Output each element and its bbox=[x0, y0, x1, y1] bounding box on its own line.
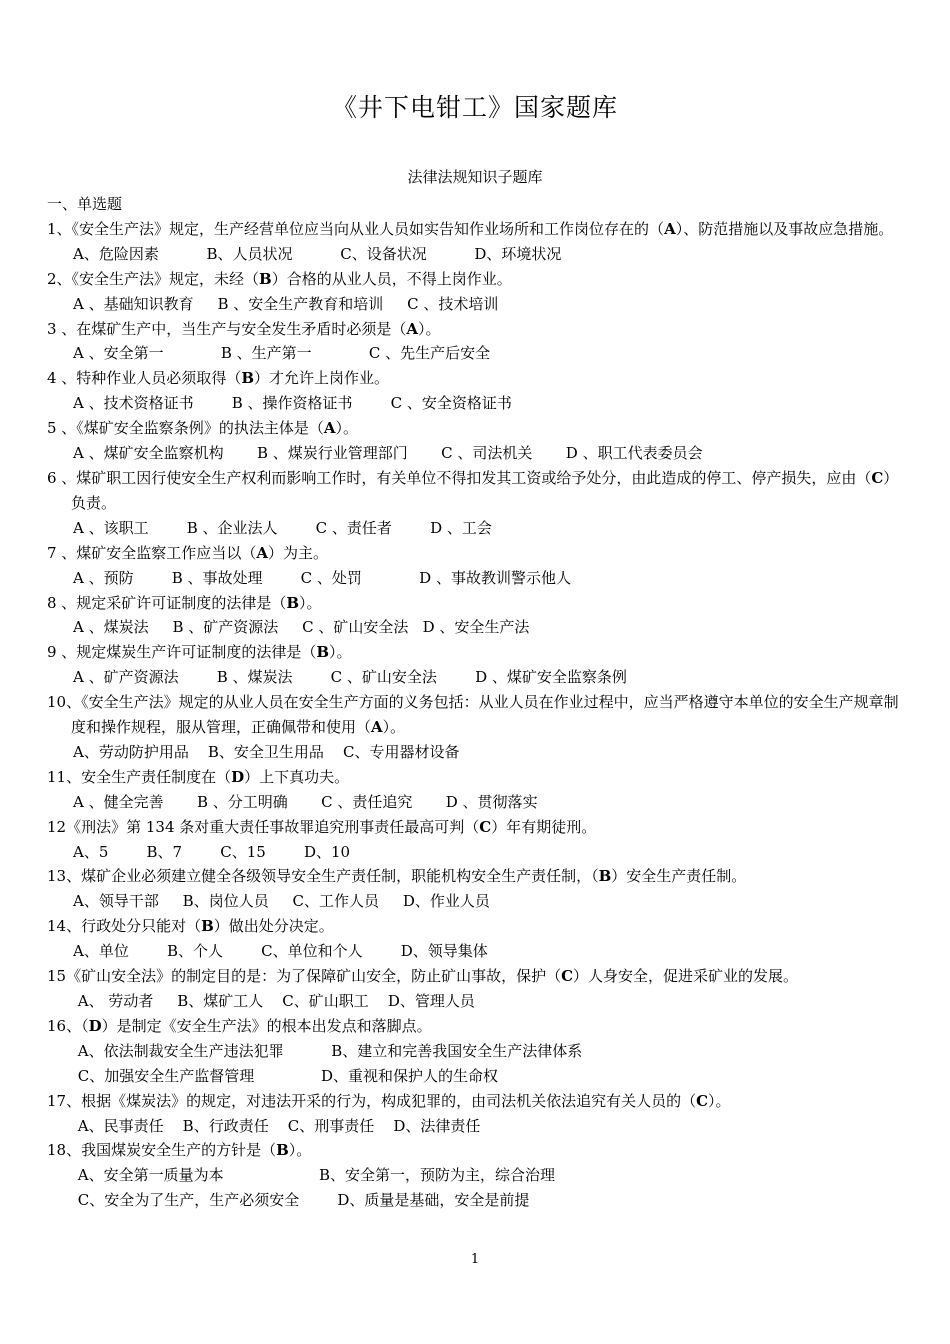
question-stem bbox=[47, 1089, 912, 1114]
answer-letter: D bbox=[231, 767, 245, 786]
question-text: 2、《安全生产法》规定，未经（ bbox=[47, 269, 260, 288]
question-stem bbox=[47, 1014, 912, 1039]
question-text: 14、行政处分只能对（ bbox=[47, 917, 202, 936]
question-item bbox=[47, 267, 912, 317]
question-text-end: ）。 bbox=[288, 1141, 312, 1160]
answer-options: A 、安全第一 B 、生产第一 C 、先生产后安全 bbox=[73, 344, 491, 363]
question-item bbox=[47, 541, 912, 591]
question-item bbox=[47, 366, 912, 416]
document-title: 《井下电钳工》国家题库 bbox=[331, 93, 618, 122]
answer-letter: A bbox=[323, 419, 336, 438]
question-item bbox=[47, 416, 912, 466]
answer-options: C、安全为了生产，生产必须安全 D、质量是基础，安全是前提 bbox=[73, 1191, 530, 1210]
question-stem bbox=[47, 217, 912, 242]
answer-options: A 、该职工 B 、企业法人 C 、责任者 D 、工会 bbox=[73, 518, 492, 537]
question-text: 12《刑法》第 134 条对重大责任事故罪追究刑事责任最高可判（ bbox=[47, 817, 480, 836]
answer-letter: C bbox=[561, 967, 574, 986]
question-text-end: ）上下真功夫。 bbox=[244, 767, 350, 786]
question-item bbox=[47, 217, 912, 267]
question-stem bbox=[47, 765, 912, 790]
question-text-end: ）负责。 bbox=[71, 468, 899, 512]
question-text-end: ）。 bbox=[382, 718, 406, 737]
answer-options: A、单位 B、个人 C、单位和个人 D、领导集体 bbox=[73, 942, 488, 961]
question-stem bbox=[47, 964, 912, 989]
question-text: 10、《安全生产法》规定的从业人员在安全生产方面的义务包括：从业人员在作业过程中，应当严格遵守本单位的安全生产规章制度和操作规程，服从管理，正确佩带和使用（ bbox=[47, 693, 899, 737]
question-text: 9 、规定煤炭生产许可证制度的法律是（ bbox=[47, 643, 317, 662]
question-list bbox=[47, 192, 912, 1213]
answer-letter: D bbox=[88, 1016, 102, 1035]
question-text-end: ）。 bbox=[329, 643, 352, 662]
question-text: 8 、规定采矿许可证制度的法律是（ bbox=[47, 593, 287, 612]
question-stem bbox=[47, 267, 912, 292]
answer-options: A 、矿产资源法 B 、煤炭法 C 、矿山安全法 D 、煤矿安全监察条例 bbox=[73, 668, 627, 687]
answer-options: A、安全第一质量为本 B、安全第一，预防为主，综合治理 bbox=[73, 1166, 555, 1185]
question-text-end: ）。 bbox=[299, 593, 322, 612]
answer-letter: A bbox=[256, 543, 268, 562]
question-item bbox=[47, 466, 912, 541]
answer-letter: A bbox=[664, 219, 676, 238]
question-text-end: ）才允许上岗作业。 bbox=[254, 369, 390, 388]
answer-options: A、依法制裁安全生产违法犯罪 B、建立和完善我国安全生产法律体系 bbox=[73, 1041, 583, 1060]
question-text: 7 、煤矿安全监察工作应当以（ bbox=[47, 543, 257, 562]
answer-letter: B bbox=[201, 917, 214, 936]
question-item bbox=[47, 1138, 912, 1213]
answer-letter: C bbox=[696, 1091, 709, 1110]
question-item bbox=[47, 690, 912, 765]
question-item bbox=[47, 914, 912, 964]
answer-letter: B bbox=[276, 1141, 289, 1160]
answer-options: A 、煤炭法 B 、矿产资源法 C 、矿山安全法 D 、安全生产法 bbox=[73, 618, 530, 637]
question-text-end: ）、防范措施以及事故应急措施。 bbox=[675, 219, 894, 238]
question-text-end: ）年有期徒刑。 bbox=[491, 817, 597, 836]
answer-letter: B bbox=[316, 643, 330, 662]
section-subtitle: 法律法规知识子题库 bbox=[407, 168, 543, 186]
question-text: 1、《安全生产法》规定，生产经营单位应当向从业人员如实告知作业场所和工作岗位存在的（ bbox=[47, 219, 665, 238]
answer-options: A 、健全完善 B 、分工明确 C 、责任追究 D 、贯彻落实 bbox=[73, 792, 538, 811]
question-stem bbox=[47, 1138, 912, 1163]
question-item bbox=[47, 815, 912, 865]
answer-letter: C bbox=[871, 468, 884, 487]
question-item bbox=[47, 317, 912, 367]
answer-options: A、领导干部 B、岗位人员 C、工作人员 D、作业人员 bbox=[73, 892, 490, 911]
answer-letter: A bbox=[371, 718, 383, 737]
answer-options: A 、预防 B 、事故处理 C 、处罚 D 、事故教训警示他人 bbox=[73, 568, 571, 587]
question-stem bbox=[47, 914, 912, 939]
question-text: 17、根据《煤炭法》的规定，对违法开采的行为，构成犯罪的，由司法机关依法追究有关人员的（ bbox=[47, 1091, 697, 1110]
question-text: 6 、煤矿职工因行使安全生产权利而影响工作时，有关单位不得扣发其工资或给予处分，由此造成的停工、停产损失，应由（ bbox=[47, 468, 872, 487]
questions-container bbox=[47, 217, 912, 1213]
question-text: 3 、在煤矿生产中，当生产与安全发生矛盾时必须是（ bbox=[47, 319, 407, 338]
question-text: 18、我国煤炭安全生产的方针是（ bbox=[47, 1141, 277, 1160]
question-item bbox=[47, 1089, 912, 1139]
question-stem bbox=[47, 690, 912, 740]
question-text-end: ）做出处分决定。 bbox=[213, 917, 334, 936]
answer-options: A、危险因素 B、人员状况 C、设备状况 D、环境状况 bbox=[73, 244, 562, 263]
page-number: 1 bbox=[470, 1252, 480, 1267]
question-stem bbox=[47, 815, 912, 840]
question-text-end: ）。 bbox=[417, 319, 441, 338]
question-item bbox=[47, 765, 912, 815]
question-stem bbox=[47, 416, 912, 441]
question-text: 11、安全生产责任制度在（ bbox=[47, 767, 232, 786]
question-item bbox=[47, 964, 912, 1014]
answer-letter: B bbox=[241, 369, 255, 388]
question-stem bbox=[47, 591, 912, 616]
question-text-end: ）为主。 bbox=[267, 543, 328, 562]
answer-options: C、加强安全生产监督管理 D、重视和保护人的生命权 bbox=[73, 1066, 499, 1085]
question-item bbox=[47, 864, 912, 914]
question-item bbox=[47, 640, 912, 690]
answer-letter: B bbox=[598, 867, 612, 886]
question-text: 5 、《煤矿安全监察条例》的执法主体是（ bbox=[47, 419, 324, 438]
answer-letter: A bbox=[406, 319, 418, 338]
question-text: 13、煤矿企业必须建立健全各级领导安全生产责任制，职能机构安全生产责任制，（ bbox=[47, 867, 599, 886]
question-text: 4 、特种作业人员必须取得（ bbox=[47, 369, 242, 388]
answer-options: A 、煤矿安全监察机构 B 、煤炭行业管理部门 C 、司法机关 D 、职工代表委员会 bbox=[73, 444, 703, 463]
question-item bbox=[47, 591, 912, 641]
section-heading: 一、单选题 bbox=[47, 195, 123, 213]
question-text-end: ）安全生产责任制。 bbox=[611, 867, 747, 886]
question-text: 15《矿山安全法》的制定目的是：为了保障矿山安全，防止矿山事故，保护（ bbox=[47, 967, 562, 986]
question-item bbox=[47, 1014, 912, 1089]
answer-options: A、民事责任 B、行政责任 C、刑事责任 D、法律责任 bbox=[73, 1116, 481, 1135]
question-stem bbox=[47, 640, 912, 665]
question-stem bbox=[47, 466, 912, 516]
question-stem bbox=[47, 541, 912, 566]
question-stem bbox=[47, 366, 912, 391]
question-text-end: ）是制定《安全生产法》的根本出发点和落脚点。 bbox=[101, 1016, 432, 1035]
answer-options: A 、基础知识教育 B 、安全生产教育和培训 C 、技术培训 bbox=[73, 294, 499, 313]
answer-options: A 、技术资格证书 B 、操作资格证书 C 、安全资格证书 bbox=[73, 394, 512, 413]
question-stem bbox=[47, 317, 912, 342]
answer-letter: C bbox=[479, 817, 492, 836]
question-text-end: ）。 bbox=[335, 419, 358, 438]
answer-options: A、劳动防护用品 B、安全卫生用品 C、专用器材设备 bbox=[73, 742, 460, 761]
question-text-end: ）。 bbox=[708, 1091, 731, 1110]
question-text: 16、（ bbox=[47, 1016, 89, 1035]
answer-letter: B bbox=[259, 269, 272, 288]
question-text-end: ）人身安全，促进采矿业的发展。 bbox=[573, 967, 799, 986]
answer-options: A、5 B、7 C、15 D、10 bbox=[73, 842, 351, 861]
answer-options: A、 劳动者 B、煤矿工人 C、矿山职工 D、管理人员 bbox=[73, 992, 475, 1010]
question-stem bbox=[47, 864, 912, 889]
answer-letter: B bbox=[286, 593, 300, 612]
question-text-end: ）合格的从业人员，不得上岗作业。 bbox=[271, 269, 512, 288]
